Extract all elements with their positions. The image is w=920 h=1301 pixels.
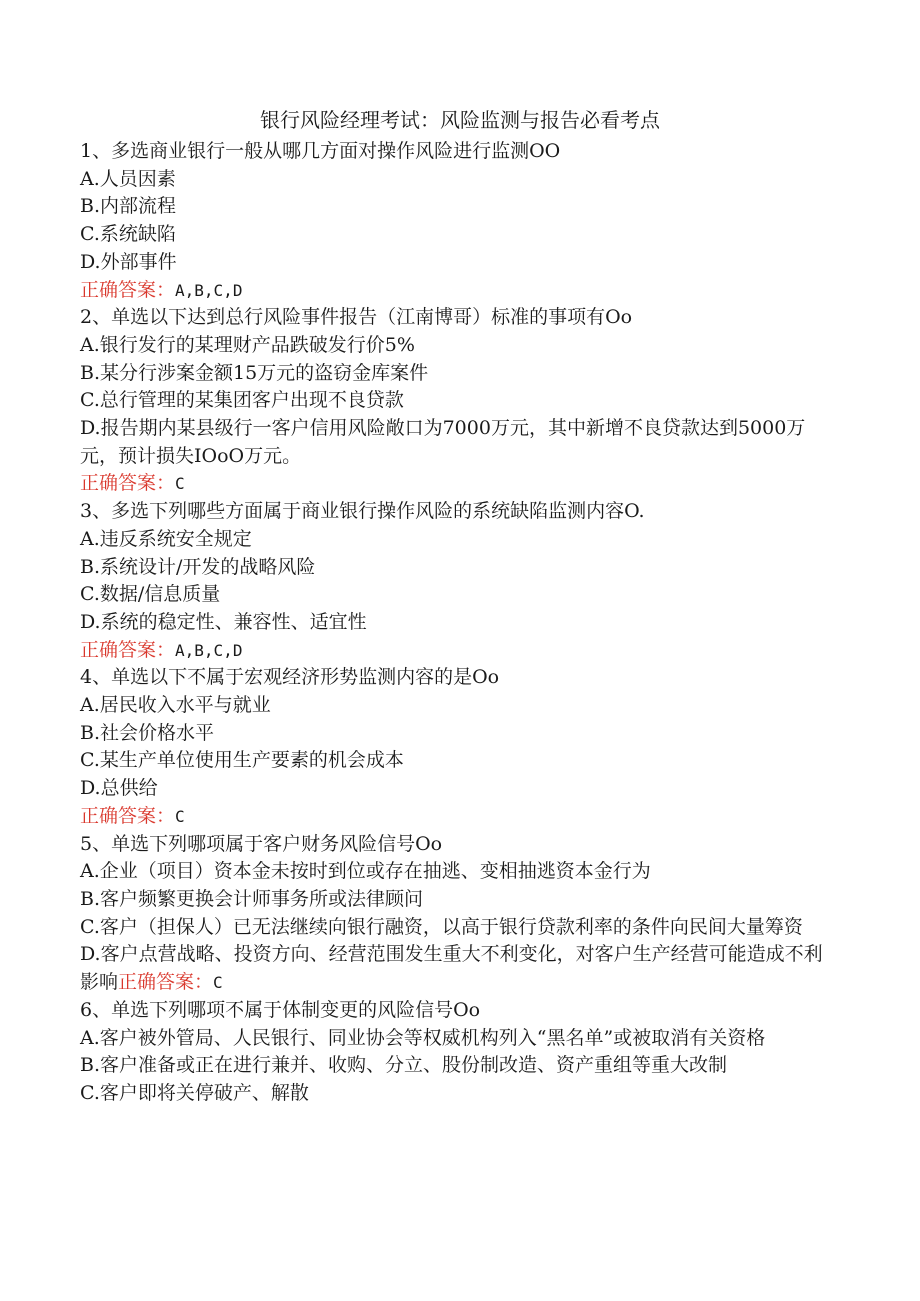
option: A.客户被外管局、人民银行、同业协会等权威机构列入“黑名单”或被取消有关资格 [80,1026,766,1049]
answer-label: 正确答案： [80,278,176,301]
option: A.银行发行的某理财产品跌破发行价5% [80,333,415,356]
option: D.客户点营战略、投资方向、经营范围发生重大不利变化，对客户生产经营可能造成不利影响 [80,943,823,994]
option: B.某分行涉案金额15万元的盗窃金库案件 [80,361,429,384]
option: B.客户准备或正在进行兼并、收购、分立、股份制改造、资产重组等重大改制 [80,1054,728,1077]
answer-row [80,470,830,498]
question-stem: 6、单选下列哪项不属于体制变更的风险信号Oo [80,998,481,1021]
answer-label: 正确答案： [80,804,176,827]
answer-value: C [175,806,185,826]
question-stem: 1、多选商业银行一般从哪几方面对操作风险进行监测OO [80,140,561,162]
answer-row [80,803,830,831]
answer-value: A,B,C,D [175,280,243,300]
option: C.总行管理的某集团客户出现不良贷款 [80,389,404,412]
question-stem: 5、单选下列哪项属于客户财务风险信号Oo [80,832,443,855]
option: A.居民收入水平与就业 [80,694,271,717]
answer-value: A,B,C,D [175,640,243,660]
option: A.违反系统安全规定 [80,527,252,550]
option: B.系统设计/开发的战略风险 [80,555,316,578]
option: A.企业（项目）资本金未按时到位或存在抽逃、变相抽逃资本金行为 [80,860,651,883]
question-stem: 4、单选以下不属于宏观经济形势监测内容的是Oo [80,666,500,689]
document-title: 银行风险经理考试：风险监测与报告必看考点 [260,108,660,132]
option: C.客户即将关停破产、解散 [80,1081,309,1104]
option: C.客户（担保人）已无法继续向银行融资，以高于银行贷款利率的条件向民间大量筹资 [80,915,803,938]
option: C.数据/信息质量 [80,583,221,606]
option: C.某生产单位使用生产要素的机会成本 [80,749,404,772]
option-with-answer [80,941,830,996]
option: B.内部流程 [80,195,177,218]
option: D.系统的稳定性、兼容性、适宜性 [80,610,367,633]
option: B.社会价格水平 [80,721,215,744]
question-list [80,138,830,1108]
answer-value: C [213,973,223,993]
answer-label: 正确答案： [118,971,214,994]
option: D.总供给 [80,777,158,800]
answer-row [80,637,830,665]
option: B.客户频繁更换会计师事务所或法律顾问 [80,887,424,910]
answer-value: C [175,474,185,494]
option: C.系统缺陷 [80,223,176,246]
option: D.外部事件 [80,250,177,273]
question-stem: 2、单选以下达到总行风险事件报告（江南博哥）标准的事项有Oo [80,306,633,329]
answer-row [80,277,830,305]
answer-label: 正确答案： [80,472,176,495]
option: D.报告期内某县级行一客户信用风险敞口为7000万元，其中新增不良贷款达到5000万元，预计损失IOoO万元。 [80,417,806,467]
answer-label: 正确答案： [80,638,176,661]
option: A.人员因素 [80,167,176,190]
question-stem: 3、多选下列哪些方面属于商业银行操作风险的系统缺陷监测内容O. [80,500,645,523]
